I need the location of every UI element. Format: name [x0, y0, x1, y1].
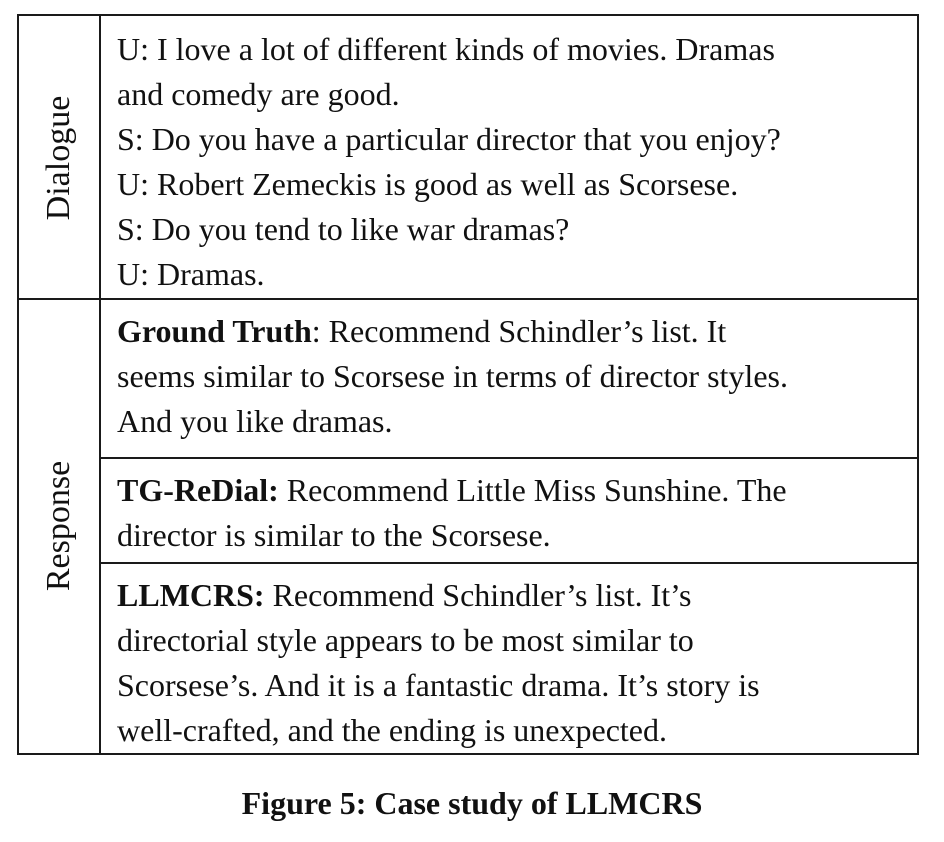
dialogue-label: Dialogue	[40, 95, 77, 220]
dialogue-line: S: Do you tend to like war dramas?	[117, 211, 570, 247]
ground-truth-separator: :	[311, 313, 329, 349]
llmcrs-line: directorial style appears to be most similar to	[117, 622, 694, 658]
ground-truth-text: Recommend Schindler’s list. It	[328, 313, 727, 349]
tg-redial-line: director is similar to the Scorsese.	[117, 517, 551, 553]
tg-redial-cell	[117, 468, 907, 558]
dialogue-cell	[117, 27, 907, 297]
dialogue-response-divider	[19, 298, 917, 300]
tg-redial-name: TG-ReDial:	[117, 472, 279, 508]
ground-truth-line	[117, 309, 907, 354]
tg-redial-divider	[101, 562, 917, 564]
llmcrs-line: Scorsese’s. And it is a fantastic drama. It’s story is	[117, 667, 760, 703]
tg-redial-line	[117, 468, 907, 513]
response-label-cell	[19, 299, 101, 753]
ground-truth-line: And you like dramas.	[117, 403, 393, 439]
llmcrs-name: LLMCRS:	[117, 577, 265, 613]
tg-redial-text: Recommend Little Miss Sunshine. The	[278, 472, 787, 508]
llmcrs-line	[117, 573, 907, 618]
dialogue-line: and comedy are good.	[117, 76, 400, 112]
case-study-table	[17, 14, 919, 755]
dialogue-line: U: I love a lot of different kinds of movies. Dramas	[117, 31, 775, 67]
llmcrs-line: well-crafted, and the ending is unexpected.	[117, 712, 667, 748]
dialogue-line: S: Do you have a particular director that you enjoy?	[117, 121, 781, 157]
ground-truth-name: Ground Truth	[117, 313, 312, 349]
ground-truth-line: seems similar to Scorsese in terms of director styles.	[117, 358, 788, 394]
figure-caption: Figure 5: Case study of LLMCRS	[241, 785, 703, 821]
dialogue-label-cell	[19, 16, 101, 299]
llmcrs-cell	[117, 573, 907, 753]
response-label: Response	[40, 460, 77, 592]
ground-truth-cell	[117, 309, 907, 444]
dialogue-line: U: Robert Zemeckis is good as well as Scorsese.	[117, 166, 739, 202]
llmcrs-text: Recommend Schindler’s list. It’s	[264, 577, 692, 613]
ground-truth-divider	[101, 457, 917, 459]
dialogue-line: U: Dramas.	[117, 256, 265, 292]
